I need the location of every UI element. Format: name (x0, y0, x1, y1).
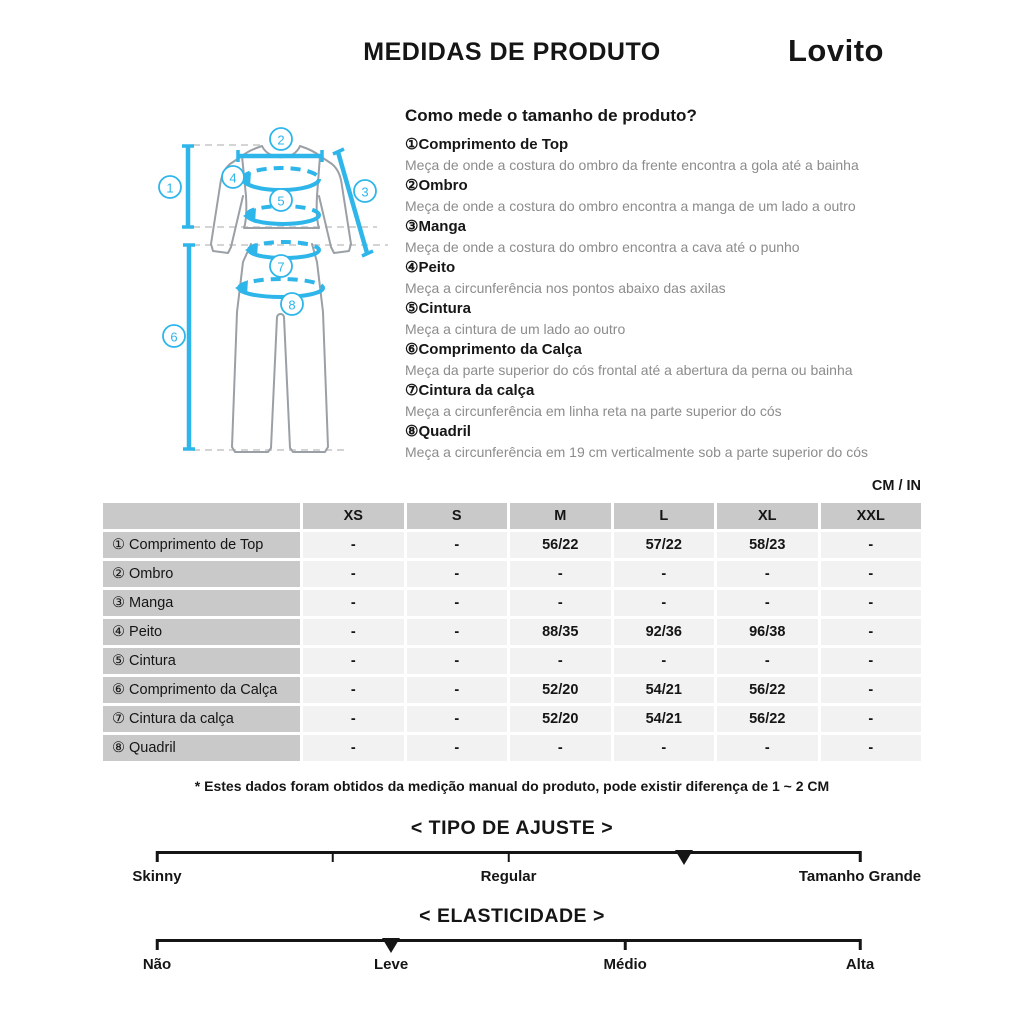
guide-item-desc: Meça a circunferência nos pontos abaixo das axilas (405, 280, 726, 296)
table-value: - (303, 561, 404, 587)
table-value: - (614, 561, 715, 587)
guide-item-desc: Meça a cintura de um lado ao outro (405, 321, 626, 337)
fit-tick (507, 851, 510, 862)
row-label: ① Comprimento de Top (103, 532, 300, 558)
guide-item-label: ⑦Cintura da calça (405, 382, 535, 399)
guide-item-label: ⑤Cintura (405, 300, 471, 317)
row-label: ④ Peito (103, 619, 300, 645)
table-value: - (407, 706, 508, 732)
hip-ellipse (239, 279, 323, 297)
elasticity-label-leve: Leve (373, 956, 409, 973)
shoulder-line (238, 150, 322, 162)
table-value: - (303, 532, 404, 558)
guide-item-desc: Meça de onde a costura do ombro encontra a cava até o punho (405, 239, 800, 255)
table-value: - (407, 677, 508, 703)
col-header-xs: XS (303, 503, 404, 529)
table-value: - (821, 735, 922, 761)
chest-ellipse (243, 168, 319, 190)
measurement-note: * Estes dados foram obtidos da medição manual do produto, pode existir diferença de 1 ~ 2 CM (194, 778, 830, 794)
table-value: - (614, 590, 715, 616)
table-value: 96/38 (717, 619, 818, 645)
table-value: - (821, 619, 922, 645)
table-value: 56/22 (717, 706, 818, 732)
guide-item (405, 217, 933, 258)
col-header-xxl: XXL (821, 503, 922, 529)
guide-item (405, 299, 933, 340)
callout-8: 8 (288, 297, 296, 313)
guide-item-desc: Meça a circunferência em linha reta na parte superior do cós (405, 403, 782, 419)
guide-item-label: ⑧Quadril (405, 423, 471, 440)
table-value: - (303, 735, 404, 761)
callout-2: 2 (277, 132, 285, 148)
table-value: - (717, 648, 818, 674)
callout-7: 7 (277, 259, 285, 275)
col-header-m: M (510, 503, 611, 529)
guide-item-desc: Meça a circunferência em 19 cm verticalmente sob a parte superior do cós (405, 444, 868, 460)
col-header-xl: XL (717, 503, 818, 529)
guide-item-label: ③Manga (405, 218, 466, 235)
guide-item-label: ⑥Comprimento da Calça (405, 341, 582, 358)
table-value: - (407, 648, 508, 674)
table-value: 92/36 (614, 619, 715, 645)
table-value: - (821, 648, 922, 674)
guide-item (405, 381, 933, 422)
fit-tick (332, 851, 335, 862)
row-label: ⑥ Comprimento da Calça (103, 677, 300, 703)
guide-item-desc: Meça de onde a costura do ombro encontra a manga de um lado a outro (405, 198, 856, 214)
fit-label-tamanho-grande: Tamanho Grande (798, 868, 922, 885)
callout-4: 4 (229, 170, 237, 186)
callout-3: 3 (361, 184, 369, 200)
table-value: - (821, 532, 922, 558)
table-value: - (717, 561, 818, 587)
table-value: - (407, 619, 508, 645)
table-value: - (510, 735, 611, 761)
table-value: - (407, 532, 508, 558)
elasticity-label-alta: Alta (845, 956, 875, 973)
table-value: - (717, 735, 818, 761)
fit-label-regular: Regular (480, 868, 537, 885)
callout-1: 1 (166, 180, 174, 196)
table-value: - (614, 735, 715, 761)
guide-item (405, 258, 933, 299)
table-value: - (821, 561, 922, 587)
table-value: - (407, 561, 508, 587)
guide-item (405, 135, 933, 176)
guide-item-desc: Meça de onde a costura do ombro da frente encontra a gola até a bainha (405, 157, 859, 173)
fit-label-skinny: Skinny (132, 868, 182, 885)
fit-heading: < TIPO DE AJUSTE > (410, 817, 614, 839)
col-header-l: L (614, 503, 715, 529)
table-value: 58/23 (717, 532, 818, 558)
table-value: - (717, 590, 818, 616)
table-value: 54/21 (614, 677, 715, 703)
row-label: ③ Manga (103, 590, 300, 616)
fit-tick (156, 851, 159, 862)
unit-label: CM / IN (871, 478, 921, 494)
guide-heading: Como mede o tamanho de produto? (405, 106, 697, 125)
table-value: - (303, 677, 404, 703)
table-value: - (510, 561, 611, 587)
guide-item (405, 340, 933, 381)
pants-length-line (183, 245, 195, 449)
guide-item-label: ④Peito (405, 259, 456, 276)
guide-item-label: ②Ombro (405, 177, 468, 194)
table-value: 52/20 (510, 677, 611, 703)
elasticity-tick (156, 939, 159, 950)
table-value: - (821, 706, 922, 732)
garment-diagram (120, 100, 410, 480)
page-title: MEDIDAS DE PRODUTO (363, 38, 661, 66)
table-corner-cell (103, 503, 300, 529)
elasticity-label-nao: Não (142, 956, 172, 973)
callout-5: 5 (277, 193, 285, 209)
guide-item (405, 176, 933, 217)
guide-item-label: ①Comprimento de Top (405, 136, 569, 153)
table-value: - (614, 648, 715, 674)
elasticity-scale-line (157, 939, 860, 942)
table-value: 88/35 (510, 619, 611, 645)
callout-6: 6 (170, 329, 178, 345)
table-value: - (407, 735, 508, 761)
table-value: - (510, 590, 611, 616)
row-label: ⑧ Quadril (103, 735, 300, 761)
table-value: 56/22 (717, 677, 818, 703)
elasticity-heading: < ELASTICIDADE > (419, 905, 605, 927)
elasticity-tick (859, 939, 862, 950)
table-value: - (303, 706, 404, 732)
elasticity-label-medio: Médio (603, 956, 647, 973)
table-value: 54/21 (614, 706, 715, 732)
col-header-s: S (407, 503, 508, 529)
right-sleeve-outline (319, 156, 351, 253)
table-value: - (510, 648, 611, 674)
guide-item-desc: Meça da parte superior do cós frontal até a abertura da perna ou bainha (405, 362, 853, 378)
elasticity-marker-icon (382, 938, 400, 953)
table-value: - (303, 590, 404, 616)
guide-item (405, 422, 933, 463)
table-value: - (303, 648, 404, 674)
elasticity-scale (142, 939, 875, 981)
fit-scale (132, 851, 922, 893)
row-label: ⑤ Cintura (103, 648, 300, 674)
table-value: 56/22 (510, 532, 611, 558)
row-label: ② Ombro (103, 561, 300, 587)
fit-marker-icon (675, 850, 693, 865)
fit-tick (859, 851, 862, 862)
top-length-line (182, 146, 194, 227)
diagram-callouts (159, 128, 376, 347)
lovito-logo: Lovito (788, 33, 884, 68)
table-value: - (821, 590, 922, 616)
table-value: 57/22 (614, 532, 715, 558)
table-value: - (407, 590, 508, 616)
row-label: ⑦ Cintura da calça (103, 706, 300, 732)
table-value: - (303, 619, 404, 645)
table-value: - (821, 677, 922, 703)
measure-guide (405, 106, 933, 463)
elasticity-tick (624, 939, 627, 950)
table-value: 52/20 (510, 706, 611, 732)
size-table (103, 503, 921, 761)
